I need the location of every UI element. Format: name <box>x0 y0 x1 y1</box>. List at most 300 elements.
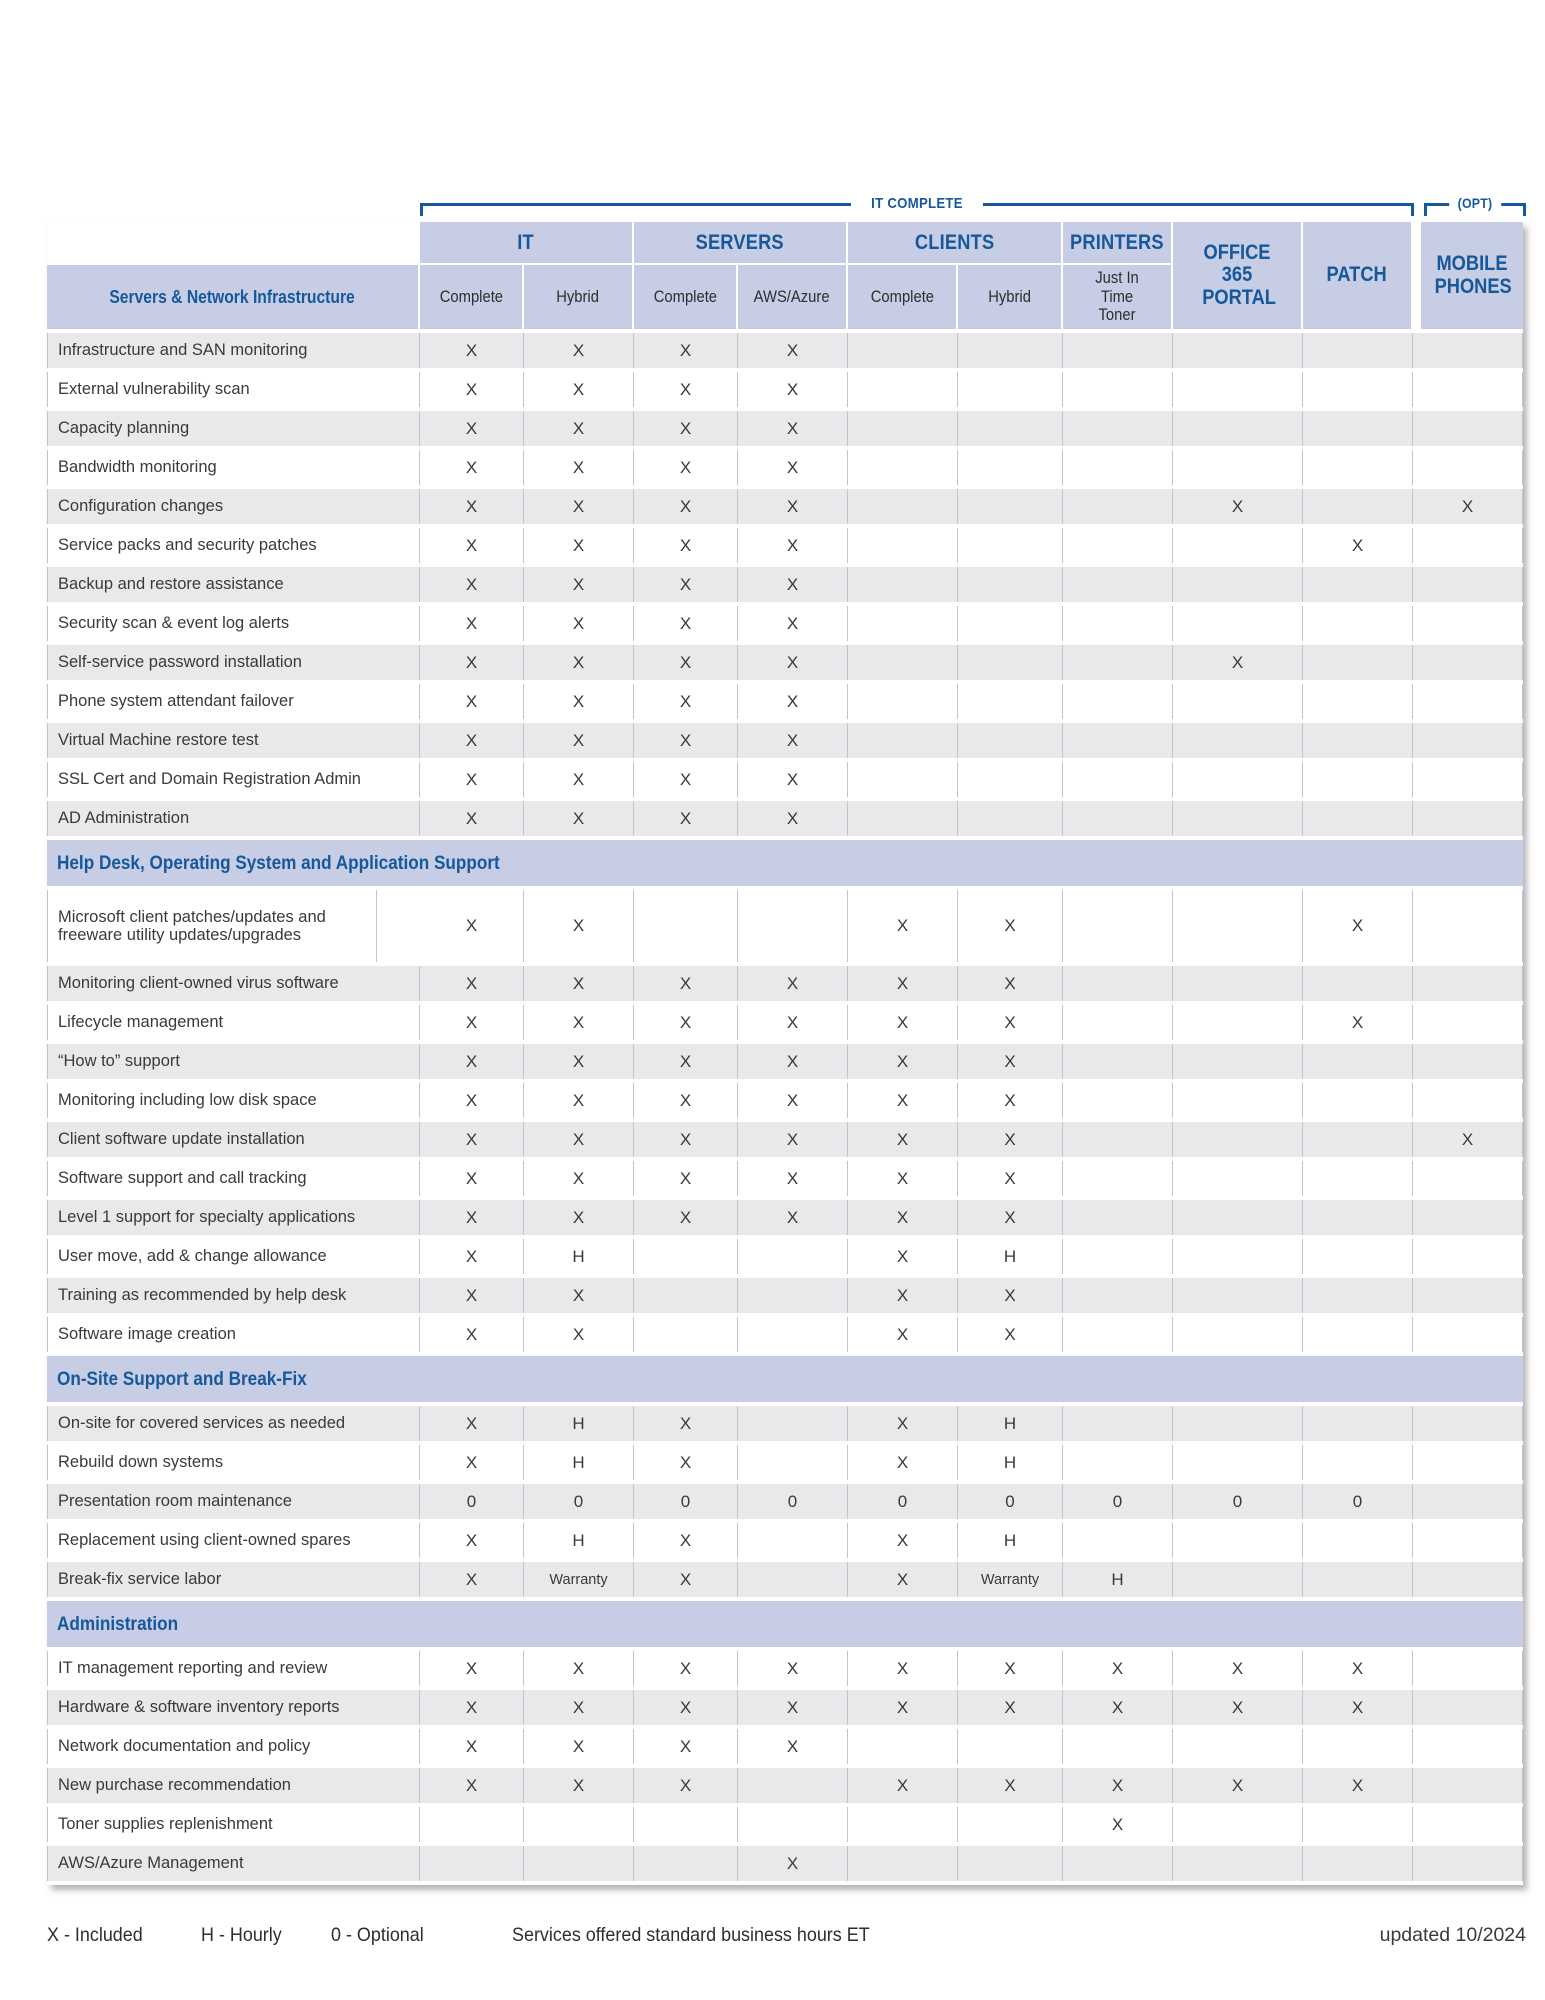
cell-value: X <box>738 645 848 680</box>
cell-value: X <box>1063 1690 1173 1725</box>
cell-value <box>958 567 1063 602</box>
column-group-printers: PRINTERS <box>1063 222 1173 265</box>
cell-value <box>1413 1083 1523 1118</box>
cell-value <box>848 1729 958 1764</box>
cell-value: X <box>738 606 848 641</box>
cell-value <box>1063 606 1173 641</box>
cell-value: X <box>958 1317 1063 1352</box>
cell-value: 0 <box>1173 1484 1303 1519</box>
row-label: “How to” support <box>47 1044 420 1079</box>
cell-value: X <box>848 1523 958 1558</box>
cell-value: X <box>634 1651 738 1686</box>
cell-value: X <box>738 411 848 446</box>
cell-value <box>1173 1005 1303 1040</box>
cell-value: X <box>738 762 848 797</box>
cell-value <box>1173 411 1303 446</box>
cell-value: X <box>524 966 634 1001</box>
cell-value <box>958 411 1063 446</box>
cell-value <box>420 1846 524 1881</box>
cell-value: X <box>848 1122 958 1157</box>
table-row <box>47 966 1523 1001</box>
table-row <box>47 645 1523 680</box>
cell-value <box>1063 762 1173 797</box>
cell-value <box>1303 450 1413 485</box>
table-row <box>47 1523 1523 1558</box>
cell-value <box>1173 684 1303 719</box>
cell-value: X <box>420 567 524 602</box>
cell-value: H <box>524 1239 634 1274</box>
cell-value: X <box>420 1161 524 1196</box>
cell-value: X <box>634 372 738 407</box>
cell-value <box>738 1768 848 1803</box>
row-label: Level 1 support for specialty applications <box>47 1200 420 1235</box>
services-matrix-table <box>47 222 1523 1885</box>
cell-value <box>848 489 958 524</box>
cell-value <box>1173 1562 1303 1597</box>
cell-value <box>1413 1729 1523 1764</box>
cell-value: X <box>738 723 848 758</box>
cell-value: X <box>420 1083 524 1118</box>
cell-value: 0 <box>1303 1484 1413 1519</box>
cell-value <box>958 762 1063 797</box>
cell-value: X <box>848 1005 958 1040</box>
cell-value <box>1063 372 1173 407</box>
cell-value <box>958 372 1063 407</box>
cell-value <box>1303 411 1413 446</box>
cell-value <box>1303 1729 1413 1764</box>
cell-value <box>1063 1044 1173 1079</box>
cell-value <box>1063 1200 1173 1235</box>
cell-value: X <box>420 1317 524 1352</box>
table-row <box>47 567 1523 602</box>
cell-value <box>738 1562 848 1597</box>
cell-value <box>1063 450 1173 485</box>
cell-value: X <box>420 1044 524 1079</box>
cell-value <box>1063 1523 1173 1558</box>
row-label: Client software update installation <box>47 1122 420 1157</box>
cell-value: X <box>524 1200 634 1235</box>
cell-value: X <box>420 1445 524 1480</box>
cell-value: X <box>420 890 524 962</box>
table-row <box>47 762 1523 797</box>
cell-value <box>1303 333 1413 368</box>
cell-value <box>1063 1161 1173 1196</box>
table-row <box>47 684 1523 719</box>
cell-value <box>1413 1005 1523 1040</box>
cell-value: X <box>634 333 738 368</box>
cell-value <box>1173 450 1303 485</box>
cell-value: 0 <box>634 1484 738 1519</box>
cell-value <box>1413 528 1523 563</box>
cell-value: X <box>848 1239 958 1274</box>
cell-value: X <box>634 1523 738 1558</box>
cell-value: H <box>524 1406 634 1441</box>
cell-value <box>1173 528 1303 563</box>
table-row <box>47 890 1523 962</box>
cell-value: X <box>420 411 524 446</box>
cell-value <box>958 528 1063 563</box>
updated-date: updated 10/2024 <box>1379 1924 1526 1946</box>
cell-value: X <box>738 489 848 524</box>
cell-value: X <box>848 1044 958 1079</box>
cell-value <box>634 890 738 962</box>
row-label: SSL Cert and Domain Registration Admin <box>47 762 420 797</box>
table-row <box>47 1406 1523 1441</box>
table-row <box>47 1729 1523 1764</box>
subcolumn-clients-complete: Complete <box>848 265 958 329</box>
cell-value <box>848 1807 958 1842</box>
cell-value <box>1173 762 1303 797</box>
table-row <box>47 1651 1523 1686</box>
cell-value: X <box>1303 890 1413 962</box>
cell-value <box>848 411 958 446</box>
cell-value: X <box>848 1406 958 1441</box>
column-office-365-portal: OFFICE 365 PORTAL <box>1173 222 1303 329</box>
row-label: Monitoring including low disk space <box>47 1083 420 1118</box>
cell-value: X <box>420 1122 524 1157</box>
cell-value <box>1413 801 1523 836</box>
cell-value <box>1303 966 1413 1001</box>
cell-value: X <box>524 489 634 524</box>
cell-value: X <box>634 723 738 758</box>
cell-value <box>1413 762 1523 797</box>
cell-value <box>1413 1562 1523 1597</box>
cell-value <box>1303 801 1413 836</box>
cell-value: X <box>1303 1651 1413 1686</box>
cell-value: X <box>634 645 738 680</box>
cell-value <box>738 1523 848 1558</box>
row-label: Self-service password installation <box>47 645 420 680</box>
table-row <box>47 528 1523 563</box>
cell-value <box>848 528 958 563</box>
cell-value <box>1413 1807 1523 1842</box>
table-row <box>47 1484 1523 1519</box>
cell-value: X <box>634 450 738 485</box>
cell-value <box>1063 1122 1173 1157</box>
cell-value: X <box>524 1161 634 1196</box>
row-label: Capacity planning <box>47 411 420 446</box>
cell-value: X <box>420 1005 524 1040</box>
cell-value: X <box>634 684 738 719</box>
cell-value: X <box>958 890 1063 962</box>
cell-value: X <box>1303 1005 1413 1040</box>
cell-value: X <box>738 528 848 563</box>
cell-value: X <box>848 1690 958 1725</box>
cell-value: X <box>848 1083 958 1118</box>
cell-value: H <box>958 1445 1063 1480</box>
table-row <box>47 606 1523 641</box>
row-label: Microsoft client patches/updates and freeware utility updates/upgrades <box>47 890 377 962</box>
cell-value <box>524 1807 634 1842</box>
cell-value <box>1303 567 1413 602</box>
row-label: Software image creation <box>47 1317 420 1352</box>
cell-value: 0 <box>738 1484 848 1519</box>
cell-value: X <box>634 966 738 1001</box>
cell-value: X <box>1173 645 1303 680</box>
cell-value: X <box>420 606 524 641</box>
cell-value <box>848 372 958 407</box>
cell-value <box>1413 723 1523 758</box>
legend-note: Services offered standard business hours ET <box>511 1924 870 1946</box>
cell-value <box>634 1317 738 1352</box>
cell-value <box>1173 1846 1303 1881</box>
cell-value: X <box>634 1161 738 1196</box>
cell-value <box>1303 372 1413 407</box>
subcolumn-servers-complete: Complete <box>634 265 738 329</box>
cell-value <box>1413 1768 1523 1803</box>
cell-value: X <box>1173 1651 1303 1686</box>
cell-value <box>848 762 958 797</box>
cell-value <box>738 1317 848 1352</box>
cell-value: X <box>524 684 634 719</box>
cell-value <box>1303 1200 1413 1235</box>
cell-value: X <box>848 1161 958 1196</box>
cell-value <box>1413 966 1523 1001</box>
cell-value <box>1413 1161 1523 1196</box>
cell-value: H <box>524 1523 634 1558</box>
row-label: Security scan & event log alerts <box>47 606 420 641</box>
cell-value <box>1303 1044 1413 1079</box>
cell-value: X <box>738 1690 848 1725</box>
cell-value: X <box>524 1690 634 1725</box>
row-label: Monitoring client-owned virus software <box>47 966 420 1001</box>
cell-value: X <box>634 567 738 602</box>
cell-value <box>1063 1846 1173 1881</box>
cell-value <box>848 801 958 836</box>
cell-value: X <box>420 1562 524 1597</box>
table-row <box>47 1122 1523 1157</box>
row-label: Configuration changes <box>47 489 420 524</box>
row-label: Toner supplies replenishment <box>47 1807 420 1842</box>
cell-value: X <box>738 684 848 719</box>
cell-value: X <box>1173 1690 1303 1725</box>
table-row <box>47 1846 1523 1881</box>
cell-value: X <box>524 890 634 962</box>
cell-value <box>1173 1807 1303 1842</box>
cell-value <box>848 606 958 641</box>
cell-value <box>1063 1083 1173 1118</box>
cell-value <box>958 1807 1063 1842</box>
cell-value <box>1303 762 1413 797</box>
cell-value <box>1063 528 1173 563</box>
cell-value <box>1413 1406 1523 1441</box>
cell-value <box>958 1729 1063 1764</box>
cell-value: H <box>958 1523 1063 1558</box>
cell-value <box>958 489 1063 524</box>
cell-value <box>1303 1122 1413 1157</box>
table-row <box>47 1278 1523 1313</box>
cell-value: Warranty <box>958 1562 1063 1597</box>
cell-value <box>848 723 958 758</box>
cell-value <box>1173 1445 1303 1480</box>
cell-value: 0 <box>420 1484 524 1519</box>
cell-value <box>1173 567 1303 602</box>
cell-value <box>738 1807 848 1842</box>
cell-value <box>1173 1200 1303 1235</box>
cell-value <box>848 567 958 602</box>
table-row <box>47 801 1523 836</box>
cell-value <box>1173 606 1303 641</box>
table-row <box>47 1044 1523 1079</box>
row-label: Software support and call tracking <box>47 1161 420 1196</box>
cell-value <box>1413 1445 1523 1480</box>
table-row <box>47 372 1523 407</box>
cell-value: X <box>958 1083 1063 1118</box>
optional-bracket <box>1424 195 1526 216</box>
cell-value: X <box>958 1690 1063 1725</box>
cell-value <box>1303 1317 1413 1352</box>
cell-value: X <box>420 801 524 836</box>
cell-value: H <box>524 1445 634 1480</box>
cell-value <box>848 333 958 368</box>
cell-value <box>848 1846 958 1881</box>
cell-value: X <box>1173 489 1303 524</box>
optional-bracket-label: (OPT) <box>1449 195 1501 211</box>
cell-value <box>1173 1729 1303 1764</box>
cell-value: X <box>848 1445 958 1480</box>
cell-value <box>848 450 958 485</box>
cell-value <box>1413 645 1523 680</box>
row-label: Virtual Machine restore test <box>47 723 420 758</box>
cell-value <box>1173 1044 1303 1079</box>
row-label: Training as recommended by help desk <box>47 1278 420 1313</box>
cell-value <box>1173 890 1303 962</box>
column-group-clients: CLIENTS <box>848 222 1063 265</box>
cell-value: X <box>738 1083 848 1118</box>
section-title: On-Site Support and Break-Fix <box>57 1367 307 1390</box>
cell-value: X <box>848 1651 958 1686</box>
section-header <box>47 1356 1523 1402</box>
cell-value <box>1413 1317 1523 1352</box>
cell-value: X <box>634 762 738 797</box>
row-label: Lifecycle management <box>47 1005 420 1040</box>
table-row <box>47 1807 1523 1842</box>
cell-value: X <box>634 1562 738 1597</box>
cell-value: X <box>848 1317 958 1352</box>
cell-value <box>1413 1239 1523 1274</box>
cell-value: X <box>1303 1768 1413 1803</box>
cell-value <box>1063 966 1173 1001</box>
table-row <box>47 1690 1523 1725</box>
cell-value: X <box>738 1161 848 1196</box>
cell-value <box>958 723 1063 758</box>
cell-value: X <box>420 1651 524 1686</box>
row-label: On-site for covered services as needed <box>47 1406 420 1441</box>
cell-value <box>634 1807 738 1842</box>
cell-value <box>958 684 1063 719</box>
cell-value: X <box>738 1122 848 1157</box>
cell-value <box>1173 1161 1303 1196</box>
cell-value <box>1173 1083 1303 1118</box>
cell-value <box>738 1278 848 1313</box>
cell-value <box>1413 1278 1523 1313</box>
cell-value: X <box>958 1161 1063 1196</box>
row-label: IT management reporting and review <box>47 1651 420 1686</box>
cell-value <box>1173 966 1303 1001</box>
cell-value <box>738 890 848 962</box>
cell-value: X <box>524 567 634 602</box>
section-title: Administration <box>57 1612 179 1635</box>
column-mobile-phones: MOBILE PHONES <box>1413 222 1523 329</box>
table-header <box>47 222 1523 329</box>
cell-value: X <box>634 1044 738 1079</box>
cell-value <box>1063 489 1173 524</box>
cell-value <box>524 1846 634 1881</box>
cell-value <box>1303 489 1413 524</box>
cell-value <box>1063 1239 1173 1274</box>
cell-value <box>1063 890 1173 962</box>
cell-value <box>1063 1278 1173 1313</box>
section-header <box>47 840 1523 886</box>
legend-included: X - Included <box>47 1924 143 1946</box>
cell-value: X <box>420 1200 524 1235</box>
cell-value: X <box>524 1083 634 1118</box>
cell-value: X <box>524 411 634 446</box>
cell-value <box>1173 1239 1303 1274</box>
cell-value: X <box>634 1083 738 1118</box>
cell-value <box>1063 801 1173 836</box>
cell-value <box>738 1406 848 1441</box>
cell-value: X <box>524 1122 634 1157</box>
cell-value: X <box>524 372 634 407</box>
cell-value: X <box>738 1846 848 1881</box>
table-row <box>47 1200 1523 1235</box>
row-label: User move, add & change allowance <box>47 1239 420 1274</box>
table-row <box>47 1317 1523 1352</box>
cell-value: X <box>524 645 634 680</box>
cell-value <box>958 606 1063 641</box>
cell-value: X <box>420 966 524 1001</box>
cell-value: X <box>634 528 738 563</box>
cell-value: X <box>524 606 634 641</box>
row-label: Backup and restore assistance <box>47 567 420 602</box>
cell-value <box>1063 723 1173 758</box>
table-row <box>47 450 1523 485</box>
cell-value <box>1173 1278 1303 1313</box>
cell-value: X <box>420 723 524 758</box>
cell-value: X <box>420 1406 524 1441</box>
cell-value <box>1063 333 1173 368</box>
cell-value <box>1303 1083 1413 1118</box>
cell-value <box>1303 1523 1413 1558</box>
cell-value <box>1413 450 1523 485</box>
cell-value: X <box>634 489 738 524</box>
cell-value <box>958 801 1063 836</box>
cell-value <box>1173 1122 1303 1157</box>
cell-value <box>1413 1651 1523 1686</box>
cell-value <box>1303 645 1413 680</box>
cell-value: X <box>958 966 1063 1001</box>
column-patch: PATCH <box>1303 222 1413 329</box>
cell-value <box>1413 1044 1523 1079</box>
cell-value <box>1303 1406 1413 1441</box>
cell-value: X <box>738 1200 848 1235</box>
row-label: Phone system attendant failover <box>47 684 420 719</box>
table-row <box>47 1562 1523 1597</box>
cell-value: X <box>848 1768 958 1803</box>
cell-value: X <box>524 1317 634 1352</box>
cell-value: X <box>1063 1768 1173 1803</box>
cell-value: X <box>524 1729 634 1764</box>
cell-value <box>848 684 958 719</box>
row-label: Service packs and security patches <box>47 528 420 563</box>
table-row <box>47 1239 1523 1274</box>
cell-value <box>1413 890 1523 962</box>
table-row <box>47 489 1523 524</box>
cell-value: H <box>958 1239 1063 1274</box>
cell-value: X <box>738 1005 848 1040</box>
cell-value: 0 <box>524 1484 634 1519</box>
